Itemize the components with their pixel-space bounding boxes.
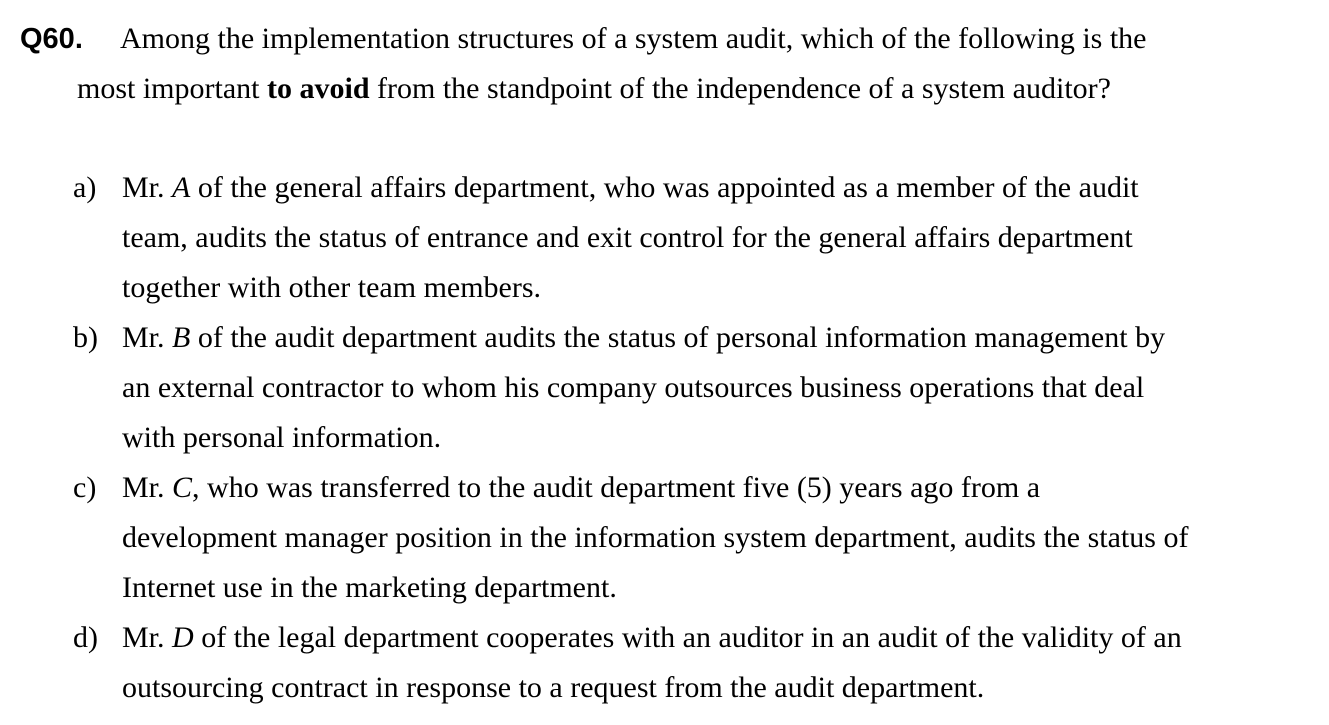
option-d[interactable]	[73, 613, 1323, 713]
option-c[interactable]	[73, 463, 1323, 613]
option-line	[122, 313, 1323, 363]
option-line: an external contractor to whom his company outsources business operations that deal	[122, 371, 1145, 404]
question-line-2	[20, 64, 1320, 114]
option-letter: c)	[73, 471, 97, 504]
option-letter: d)	[73, 621, 98, 654]
question-line-1	[20, 14, 1320, 64]
option-line	[122, 163, 1323, 213]
question-text-line-2-before: most important	[77, 72, 267, 105]
option-person-name: A	[172, 171, 191, 204]
option-b[interactable]	[73, 313, 1323, 463]
question-text-line-2-after: from the standpoint of the independence of a system auditor?	[369, 72, 1111, 105]
option-line: team, audits the status of entrance and exit control for the general affairs department	[122, 221, 1133, 254]
option-name-prefix: Mr.	[122, 471, 173, 504]
question-stem	[20, 14, 1320, 114]
option-person-name: C	[172, 471, 193, 504]
option-letter: a)	[73, 171, 97, 204]
option-line: with personal information.	[122, 421, 442, 454]
option-text: of the general affairs department, who was appointed as a member of the audit	[190, 171, 1139, 204]
option-line: development manager position in the information system department, audits the status of	[122, 521, 1189, 554]
option-text: , who was transferred to the audit department five (5) years ago from a	[192, 471, 1041, 504]
option-line	[122, 463, 1323, 513]
question-emphasis: to avoid	[267, 72, 370, 105]
option-line	[122, 613, 1323, 663]
option-name-prefix: Mr.	[122, 171, 173, 204]
option-line: Internet use in the marketing department.	[122, 571, 617, 604]
question-number: Q60.	[20, 23, 83, 55]
option-name-prefix: Mr.	[122, 621, 173, 654]
option-person-name: D	[172, 621, 194, 654]
answer-options	[73, 163, 1323, 713]
option-letter: b)	[73, 321, 98, 354]
option-person-name: B	[172, 321, 191, 354]
option-name-prefix: Mr.	[122, 321, 173, 354]
option-a[interactable]	[73, 163, 1323, 313]
option-line: outsourcing contract in response to a request from the audit department.	[122, 671, 985, 704]
option-text: of the audit department audits the status of personal information management by	[190, 321, 1166, 354]
question-text-line-1: Among the implementation structures of a system audit, which of the following is the	[120, 22, 1147, 55]
option-text: of the legal department cooperates with an auditor in an audit of the validity of an	[193, 621, 1182, 654]
option-line: together with other team members.	[122, 271, 542, 304]
